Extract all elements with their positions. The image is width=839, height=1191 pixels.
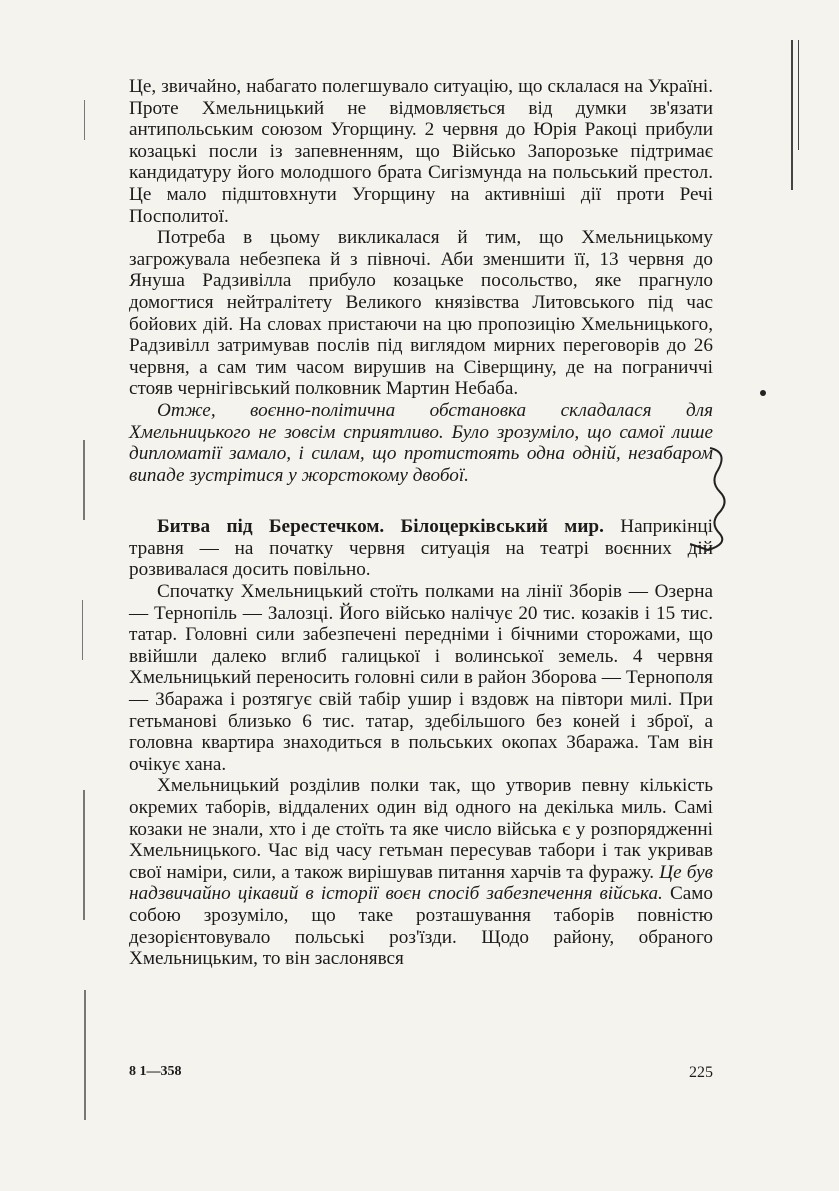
section-heading: Битва під Берестечком. Білоцерківський мир. [157,516,604,538]
left-margin-mark [83,790,85,920]
section-gap [129,486,713,516]
left-margin-mark [83,440,85,520]
left-margin-mark [82,600,83,660]
printer-signature: 8 1—358 [129,1064,182,1079]
paragraph-6-italic: Це був надзвичайно цікавий в історії воєн спосіб забезпечення війська. [129,861,713,905]
paragraph-6 [129,775,713,969]
document-page [129,76,713,970]
section-paragraph [129,516,713,581]
left-margin-mark [84,990,86,1120]
section-intro: Наприкінці травня — на початку червня ситуація на театрі воєнних дій розвивалася досить повільно. [129,516,713,581]
right-margin-line-2 [798,40,799,150]
left-margin-mark [84,100,85,140]
right-margin-line [791,40,793,190]
bullet-mark [760,390,766,396]
paragraph-5: Спочатку Хмельницький стоїть полками на лінії Зборів — Озерна — Тернопіль — Залозці. Його військо налічує 20 тис. козаків і 15 тис. татар. Головні сили забезпечені передніми і бічними сторожами, що ввійшли далеко вглиб галицької і волинської земель. 4 червня Хмельницький переносить головні сили в район Зборова — Тернополя — Збаража і розтягує свій табір ушир і вздовж на півтори милі. При гетьманові близько 6 тис. татар, здебільшого без коней і зброї, а головна квартира знаходиться в польських окопах Збаража. Там він очікує хана. [129,581,713,775]
page-number: 225 [689,1064,713,1081]
paragraph-1: Це, звичайно, набагато полегшувало ситуацію, що склалася на Україні. Проте Хмельницький не відмовляється від думки зв'язати антипольським союзом Угорщину. 2 червня до Юрія Ракоці прибули козацькі посли із запевненням, що Військо Запорозьке підтримає кандидатуру його молодшого брата Сигізмунда на польський престол. Це мало підштовхнути Угорщину на активніші дії проти Речі Посполитої. [129,76,713,227]
page-footer [129,1064,713,1082]
paragraph-3-italic: Отже, воєнно-політична обстановка складалася для Хмельницького не зовсім сприятливо. Було зрозуміло, що самої лише дипломатії замало, і силам, що протистоять одна одній, незабаром випаде зустрітися у жорстокому двобої. [129,399,713,486]
paragraph-6-part2: Само собою зрозуміло, що таке розташування таборів повністю дезорієнтовувало польські роз'їзди. Щодо району, обраного Хмельницьким, то він заслонявся [129,883,714,970]
paragraph-2: Потреба в цьому викликалася й тим, що Хмельницькому загрожувала небезпека й з півночі. Аби зменшити її, 13 червня до Януша Радзивілла прибуло козацьке посольство, яке прагнуло домогтися нейтралітету Великого князівства Литовського під час бойових дій. На словах пристаючи на цю пропозицію Хмельницького, Радзивілл затримував послів під виглядом мирних переговорів до 26 червня, а сам тим часом вирушив на Сіверщину, де на пограниччі стояв чернігівський полковник Мартин Небаба. [129,227,713,400]
paragraph-6-part1: Хмельницький розділив полки так, що утворив певну кількість окремих таборів, віддалених один від одного на декілька миль. Самі козаки не знали, хто і де стоїть та яке число війська є у розпорядженні Хмельницького. Час від часу гетьман пересував табори і так укривав свої наміри, сили, а також вирішував питання харчів та фуражу. [129,775,713,883]
